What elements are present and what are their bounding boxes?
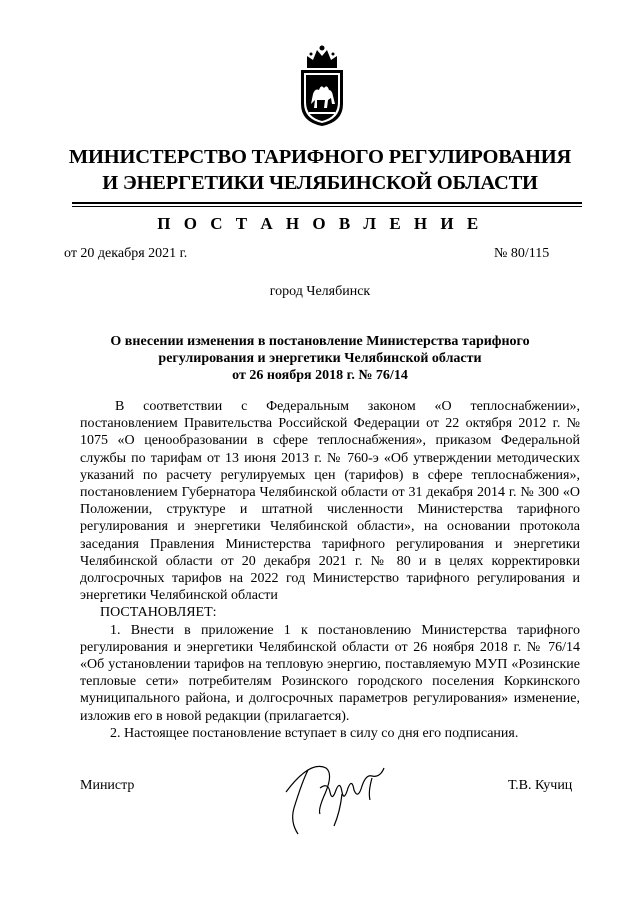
document-subject bbox=[80, 333, 560, 384]
decree-word: ПОСТАНОВЛЯЕТ: bbox=[100, 605, 217, 621]
decree-item-1: 1. Внести в приложение 1 к постановлению Министерства тарифного регулирования и энергетики Челябинской области от 26 ноября 2018 г. № 76/14 «Об установлении тарифов на тепловую энергию, поставляемую МУП «Розинские тепловые сети» потребителям Розинского городского поселения Коркинского муниципального района, и долгосрочных параметров регулирования» изменение, изложив его в новой редакции (прилагается). bbox=[80, 622, 580, 724]
subject-line-1: О внесении изменения в постановление Министерства тарифного bbox=[110, 334, 530, 349]
decree-item-2: 2. Настоящее постановление вступает в силу со дня его подписания. bbox=[110, 725, 519, 741]
document-type-title: П О С Т А Н О В Л Е Н И Е bbox=[157, 214, 483, 233]
handwritten-signature-icon bbox=[280, 752, 400, 842]
subject-line-3: от 26 ноября 2018 г. № 76/14 bbox=[232, 368, 408, 383]
chelyabinsk-coat-of-arms-icon bbox=[297, 42, 347, 128]
document-date: от 20 декабря 2021 г. bbox=[64, 246, 188, 261]
header-rule-thin bbox=[72, 206, 582, 207]
signer-position: Министр bbox=[80, 778, 135, 793]
header-rule-thick bbox=[72, 202, 582, 204]
subject-line-2: регулирования и энергетики Челябинской области bbox=[158, 351, 482, 366]
ministry-line-1: МИНИСТЕРСТВО ТАРИФНОГО РЕГУЛИРОВАНИЯ bbox=[68, 146, 572, 168]
preamble-paragraph: В соответствии с Федеральным законом «О теплоснабжении», постановлением Правительства Российской Федерации от 22 октября 2012 г. № 1075 «О ценообразовании в сфере теплоснабжения», приказом Федеральной службы по тарифам от 13 июня 2013 г. № 760-э «Об утверждении методических указаний по расчету регулируемых цен (тарифов) в сфере теплоснабжения», постановлением Губернатора Челябинской области от 31 декабря 2014 г. № 300 «О Положении, структуре и штатной численности Министерства тарифного регулирования и энергетики Челябинской области», на основании протокола заседания Правления Министерства тарифного регулирования и энергетики Челябинской области от 20 декабря 2021 г. № 80 и в целях корректировки долгосрочных тарифов на 2022 год Министерство тарифного регулирования и энергетики Челябинской области bbox=[80, 399, 580, 604]
ministry-line-2: И ЭНЕРГЕТИКИ ЧЕЛЯБИНСКОЙ ОБЛАСТИ bbox=[102, 172, 538, 194]
document-number: № 80/115 bbox=[494, 246, 550, 261]
document-city: город Челябинск bbox=[269, 284, 371, 299]
ministry-name bbox=[40, 144, 600, 196]
document-body bbox=[80, 398, 580, 742]
signer-name: Т.В. Кучиц bbox=[508, 778, 573, 793]
